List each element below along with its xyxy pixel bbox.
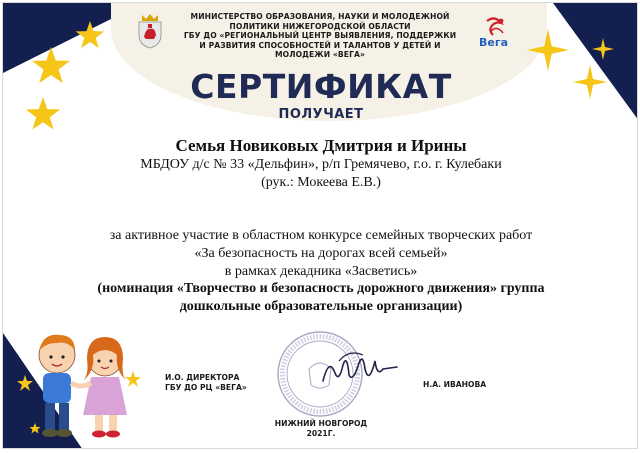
- ministry-line: ГБУ ДО «РЕГИОНАЛЬНЫЙ ЦЕНТР ВЫЯВЛЕНИЯ, ПОДДЕРЖКИ: [183, 31, 457, 41]
- star-icon: [592, 38, 614, 60]
- coat-of-arms-icon: [136, 13, 164, 49]
- director-title: [165, 373, 247, 393]
- ministry-line: И РАЗВИТИЯ СПОСОБНОСТЕЙ И ТАЛАНТОВ У ДЕТЕЙ И: [199, 40, 441, 50]
- vega-logo-icon: [477, 15, 513, 49]
- ministry-line: МИНИСТЕРСТВО ОБРАЗОВАНИЯ, НАУКИ И МОЛОДЕЖНОЙ: [190, 12, 450, 21]
- certificate-title: СЕРТИФИКАТ: [190, 67, 452, 106]
- nomination-line: (номинация «Творчество и безопасность дорожного движения» группа: [97, 281, 545, 296]
- recipient-name: Семья Новиковых Дмитрия и Ирины: [175, 136, 467, 155]
- signer-name: Н.А. ИВАНОВА: [423, 380, 487, 389]
- city-line: НИЖНИЙ НОВГОРОД: [274, 419, 368, 428]
- star-icon: [75, 21, 105, 51]
- nomination-line: дошкольные образовательные организации): [179, 299, 463, 314]
- ministry-line: МОЛОДЕЖИ «ВЕГА»: [274, 50, 366, 60]
- organization: МБДОУ д/с № 33 «Дельфин», р/п Гремячево, г.о. г. Кулебаки: [140, 157, 502, 172]
- director-line: И.О. ДИРЕКТОРА: [165, 373, 240, 382]
- ministry-line: ПОЛИТИКИ НИЖЕГОРОДСКОЙ ОБЛАСТИ: [229, 21, 411, 31]
- certificate-page: [2, 2, 638, 449]
- director-line: ГБУ ДО РЦ «ВЕГА»: [165, 383, 247, 392]
- supervisor: (рук.: Мокеева Е.В.): [261, 175, 381, 190]
- certificate-subtitle: ПОЛУЧАЕТ: [278, 107, 364, 122]
- year-line: 2021Г.: [306, 429, 336, 438]
- star-icon: [527, 29, 569, 71]
- body-line: «За безопасность на дорогах всей семьей»: [194, 246, 448, 261]
- body-line: в рамках декадника «Засветись»: [224, 264, 418, 279]
- city-year: [3, 419, 638, 439]
- signature: [319, 343, 401, 391]
- vega-logo-text: Вега: [479, 36, 509, 49]
- ministry-header: [163, 12, 477, 60]
- body-line: за активное участие в областном конкурсе семейных творческих работ: [109, 228, 533, 243]
